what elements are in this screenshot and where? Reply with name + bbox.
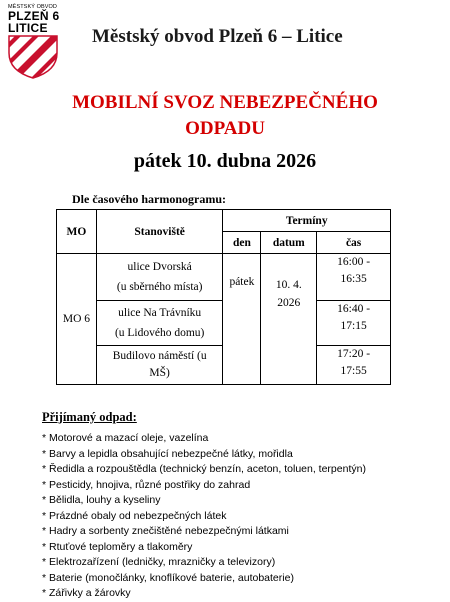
list-item: * Motorové a mazací oleje, vazelína (42, 432, 209, 444)
logo-text-middle: PLZEŇ 6 (8, 9, 60, 23)
table-row (57, 254, 391, 301)
logo-text-bottom: LITICE (8, 21, 48, 35)
accepted-waste-title: Přijímaný odpad: (42, 410, 137, 424)
list-item: * Barvy a lepidla obsahující nebezpečné látky, mořidla (42, 447, 293, 460)
header-date: datum (261, 232, 317, 254)
list-item: * Zářivky a žárovky (42, 587, 131, 599)
header-time: čas (317, 232, 391, 254)
time-cell (317, 301, 391, 346)
location-cell (96, 254, 223, 301)
time-start: 16:00 - (337, 256, 371, 268)
list-item: * Bělidla, louhy a kyseliny (42, 494, 161, 506)
mo-cell: MO 6 (57, 254, 97, 385)
location-detail: (u sběrného místa) (116, 281, 203, 293)
location-name: ulice Na Trávníku (118, 307, 202, 319)
list-item: * Baterie (monočlánky, knoflíkové baterie, autobaterie) (42, 571, 294, 584)
list-item: * Pesticidy, hnojiva, různé postřiky do zahrad (42, 478, 251, 491)
time-end: 17:55 (340, 365, 367, 377)
headline-line-2: ODPADU (185, 118, 265, 139)
date-cell (261, 254, 317, 385)
location-detail: MŠ) (149, 367, 170, 379)
schedule-label: Dle časového harmonogramu: (72, 192, 226, 206)
time-end: 17:15 (340, 320, 367, 332)
municipality-title: Městský obvod Plzeň 6 – Litice (92, 26, 343, 47)
time-cell (317, 254, 391, 301)
headline-line-1: MOBILNÍ SVOZ NEBEZPEČNÉHO (72, 92, 378, 113)
time-cell (317, 346, 391, 385)
time-start: 17:20 - (337, 348, 371, 360)
time-end: 16:35 (340, 273, 367, 285)
location-name: ulice Dvorská (127, 261, 192, 273)
header-location: Stanoviště (96, 210, 223, 254)
header-mo: MO (57, 210, 97, 254)
logo-text-top: MĚSTSKÝ OBVOD (8, 4, 57, 10)
date-cell-line-1: 10. 4. (275, 279, 302, 291)
collection-date: pátek 10. dubna 2026 (133, 150, 317, 172)
list-item: * Elektrozařízení (ledničky, mrazničky a televizory) (42, 556, 276, 568)
location-cell (96, 346, 223, 385)
day-cell: pátek (223, 254, 261, 385)
list-item: * Hadry a sorbenty znečištěné nebezpečnými látkami (42, 525, 289, 537)
headline (0, 90, 450, 142)
date-cell-line-2: 2026 (277, 297, 301, 309)
accepted-waste-list (42, 431, 442, 602)
list-item: * Ředidla a rozpouštědla (technický benzín, aceton, toluen, terpentýn) (42, 463, 366, 475)
schedule-table (56, 209, 391, 385)
header-terms: Termíny (223, 210, 391, 232)
coat-of-arms-shield-icon (8, 35, 58, 79)
location-detail: (u Lidového domu) (114, 327, 205, 339)
location-name: Budilovo náměstí (u (112, 350, 207, 362)
list-item: * Rtuťové teploměry a tlakoměry (42, 540, 193, 553)
time-start: 16:40 - (337, 303, 371, 315)
header-day: den (223, 232, 261, 254)
location-cell (96, 301, 223, 346)
list-item: * Prázdné obaly od nebezpečných látek (42, 509, 227, 522)
municipality-logo (8, 4, 68, 76)
